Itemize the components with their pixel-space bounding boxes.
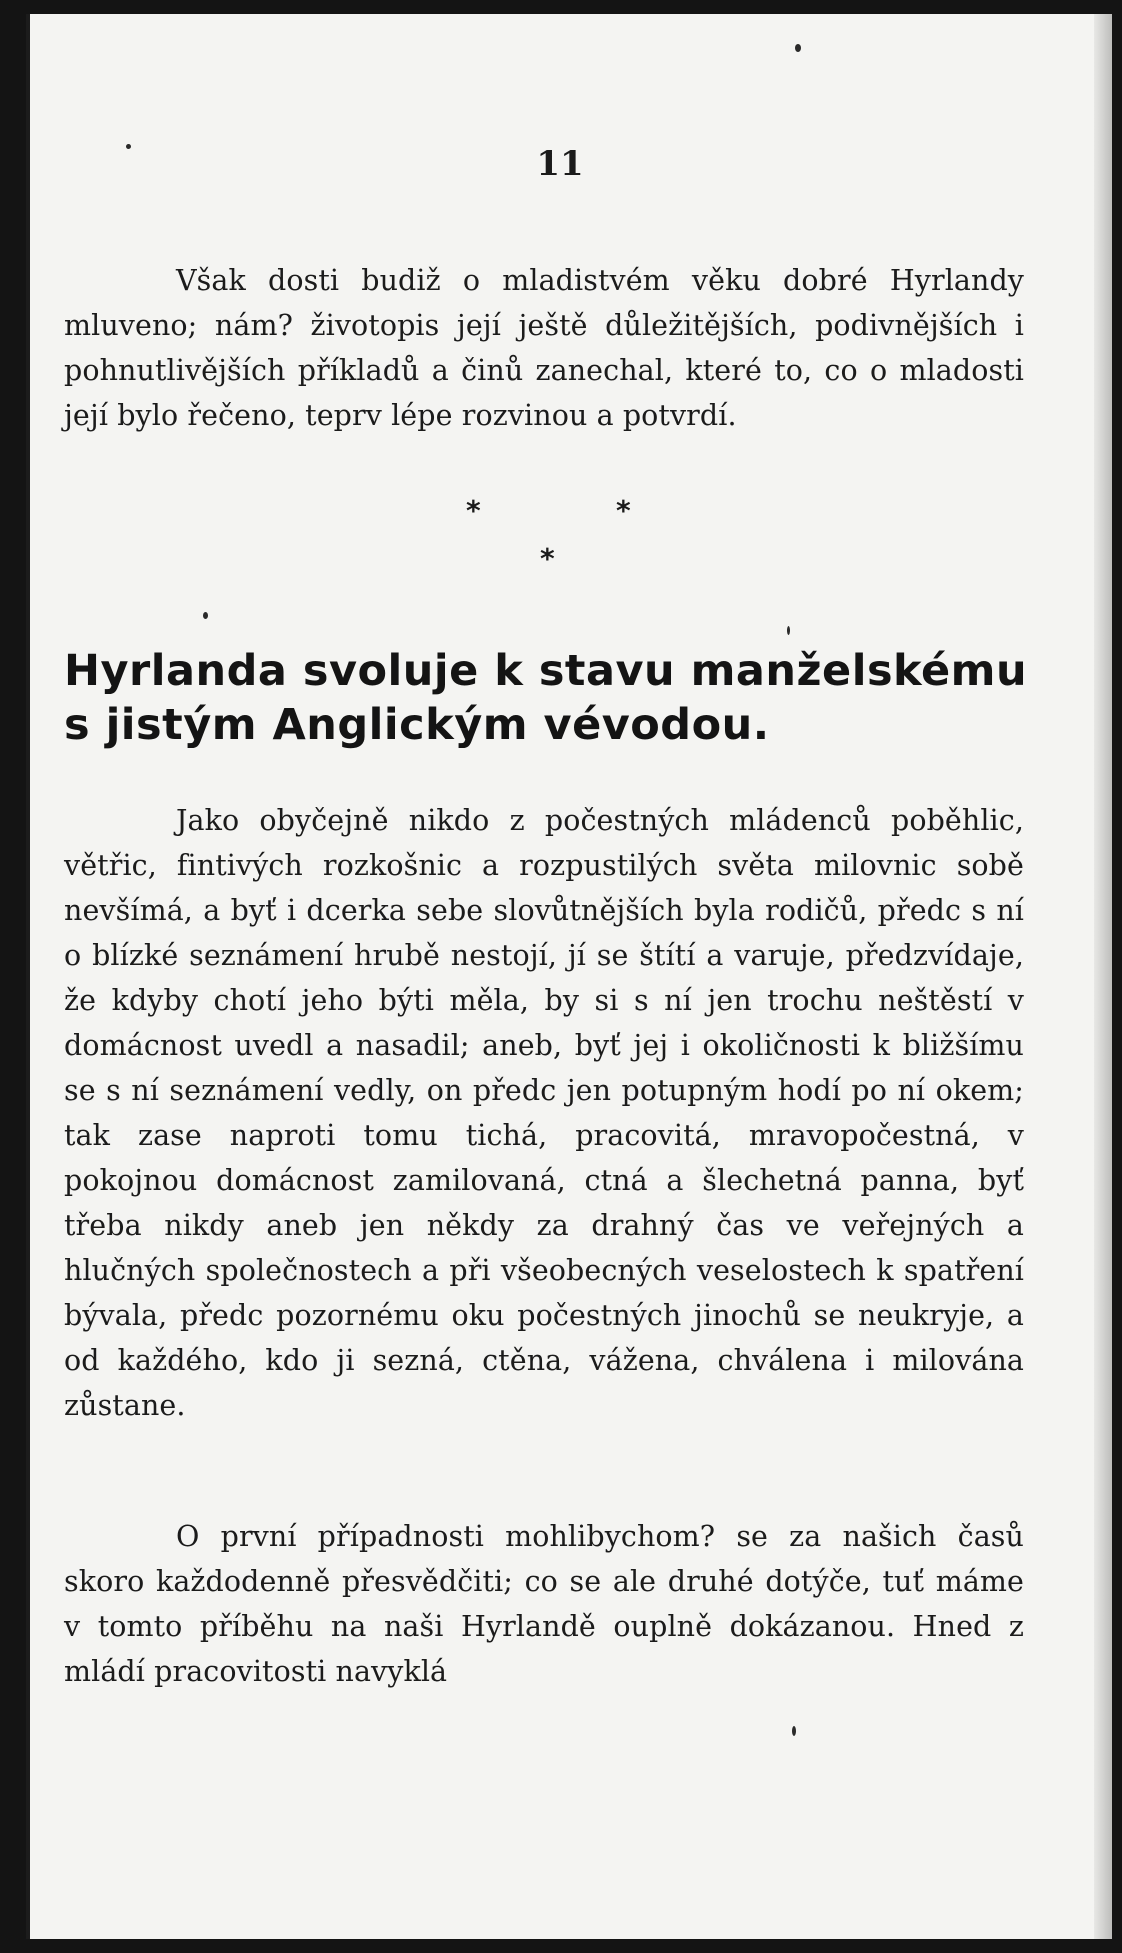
- scan-speck: [787, 626, 790, 635]
- scan-speck: [795, 44, 801, 52]
- separator-star-2: *: [616, 494, 631, 527]
- page-number: 11: [536, 144, 584, 184]
- scan-speck: [792, 1726, 796, 1736]
- page-edge-shadow: [1094, 14, 1112, 1939]
- paragraph-3: O první případnosti mohlibychom? se za našich časů skoro každodenně přesvědčiti; co se ale druhé dotýče, tuť máme v tomto příběhu na naši Hyrlandě ouplně dokázanou. Hned z mládí pracovitosti navyklá: [64, 1520, 1024, 1688]
- paragraph-1: Však dosti budiž o mladistvém věku dobré Hyrlandy mluveno; nám? životopis její ještě důležitějších, podivnějších i pohnutlivějších příkladů a činů zanechal, které to, co o mladosti její bylo řečeno, teprv lépe rozvinou a potvrdí.: [64, 264, 1024, 432]
- book-page: [26, 14, 1112, 1939]
- scan-speck: [203, 612, 208, 619]
- scan-speck: [126, 144, 131, 149]
- separator-star-1: *: [466, 494, 481, 527]
- separator-star-3: *: [540, 542, 555, 575]
- paragraph-2: Jako obyčejně nikdo z počestných mládenců poběhlic, větřic, fintivých rozkošnic a rozpustilých světa milovnic sobě nevšímá, a byť i dcerka sebe slovůtnějších byla rodičů, předc s ní o blízké seznámení hrubě nestojí, jí se štítí a varuje, předzvídaje, že kdyby chotí jeho býti měla, by si s ní jen trochu neštěstí v domácnost uvedl a nasadil; aneb, byť jej i okoličnosti k bližšímu se s ní seznámení vedly, on předc jen potupným hodí po ní okem; tak zase naproti tomu tichá, pracovitá, mravopočestná, v pokojnou domácnost zamilovaná, ctná a šlechetná panna, byť třeba nikdy aneb jen někdy za drahný čas ve veřejných a hlučných společnostech a při všeobecných veselostech k spatření bývala, předc pozornému oku počestných jinochů se neukryje, a od každého, kdo ji sezná, ctěna, vážena, chválena i milována zůstane.: [64, 804, 1024, 1422]
- chapter-heading: Hyrlanda svoluje k stavu manželskému s jistým Anglickým vévodou.: [64, 646, 1028, 750]
